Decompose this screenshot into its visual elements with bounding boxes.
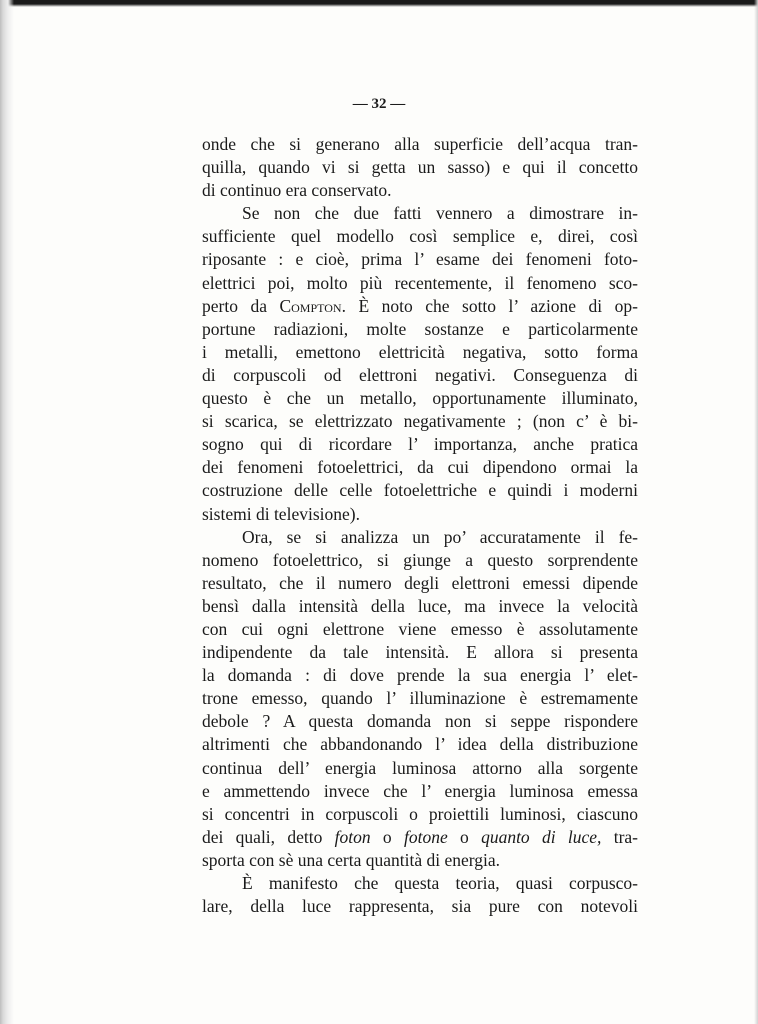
text-line: sistemi di televisione). (202, 503, 360, 524)
text-run: . È noto che sotto l’ azione di op- (341, 295, 638, 316)
text-line: elettrici poi, molto più recentemente, il fenomeno sco- (202, 272, 638, 293)
text-line: indipendente da tale intensità. E allora si presenta (202, 642, 638, 663)
text-line: sogno qui di ricordare l’ importanza, anche pratica (202, 434, 638, 455)
page-number: — 32 — (352, 96, 406, 112)
text-line: nomeno fotoelettrico, si giunge a questo sorprendente (202, 549, 638, 570)
text-line: la domanda : di dove prende la sua energia l’ elet- (202, 665, 638, 686)
text-line: Ora, se si analizza un po’ accuratamente il fe- (242, 526, 638, 547)
text-line: bensì dalla intensità della luce, ma invece la velocità (202, 595, 638, 616)
text-line (202, 826, 638, 849)
text-line: di corpuscoli od elettroni negativi. Conseguenza di (202, 364, 638, 385)
text-line: questo è che un metallo, opportunamente illuminato, (202, 388, 638, 409)
paragraph (202, 526, 638, 872)
text-line: i metalli, emettono elettricità negativa, sotto forma (202, 341, 638, 362)
text-line: dei fenomeni fotoelettrici, da cui dipendono ormai la (202, 457, 638, 478)
text-line: Se non che due fatti vennero a dimostrare in- (242, 203, 638, 224)
text-line: lare, della luce rappresenta, sia pure con notevoli (202, 896, 638, 917)
text-line: costruzione delle celle fotoelettriche e quindi i moderni (202, 480, 638, 501)
paragraph (202, 872, 638, 918)
italic-term: fotone (403, 826, 448, 847)
body-text (202, 133, 638, 918)
text-run: dei quali, detto (202, 826, 335, 847)
text-line: riposante : e cioè, prima l’ esame dei fenomeni foto- (202, 249, 638, 270)
text-line: sporta con sè una certa quantità di energia. (202, 849, 501, 870)
text-line (202, 295, 638, 318)
text-line: continua dell’ energia luminosa attorno alla sorgente (202, 757, 638, 778)
text-line: quilla, quando vi si getta un sasso) e qui il concetto (202, 157, 638, 178)
text-run: perto da (202, 295, 280, 316)
author-name: Compton (279, 295, 342, 316)
text-line: di continuo era conservato. (202, 180, 392, 201)
text-line: e ammettendo invece che l’ energia luminosa emessa (202, 780, 638, 801)
text-line: debole ? A questa domanda non si seppe rispondere (202, 711, 638, 732)
italic-term: quanto di luce, (481, 826, 602, 847)
page-top-edge (0, 0, 758, 7)
page-right-edge (754, 0, 758, 1024)
text-line: trone emesso, quando l’ illuminazione è estremamente (202, 688, 638, 709)
text-line: È manifesto che questa teoria, quasi corpusco- (242, 873, 638, 893)
text-run: o (447, 826, 482, 847)
text-line: altrimenti che abbandonando l’ idea della distribuzione (202, 734, 638, 755)
text-line: si concentri in corpuscoli o proiettili luminosi, ciascuno (202, 803, 638, 824)
paragraph (202, 133, 638, 202)
text-line: resultato, che il numero degli elettroni emessi dipende (202, 572, 638, 593)
page-binding-edge (0, 0, 14, 1024)
text-line: onde che si generano alla superficie dell’acqua tran- (202, 134, 638, 154)
text-run: tra- (601, 826, 638, 847)
text-line: con cui ogni elettrone viene emesso è assolutamente (202, 618, 638, 639)
text-line: sufficiente quel modello così semplice e, direi, così (202, 226, 638, 247)
paragraph (202, 202, 638, 525)
text-line: portune radiazioni, molte sostanze e particolarmente (202, 318, 638, 339)
italic-term: foton (334, 826, 371, 847)
text-run: o (370, 826, 404, 847)
text-line: si scarica, se elettrizzato negativamente ; (non c’ è bi- (202, 411, 638, 432)
